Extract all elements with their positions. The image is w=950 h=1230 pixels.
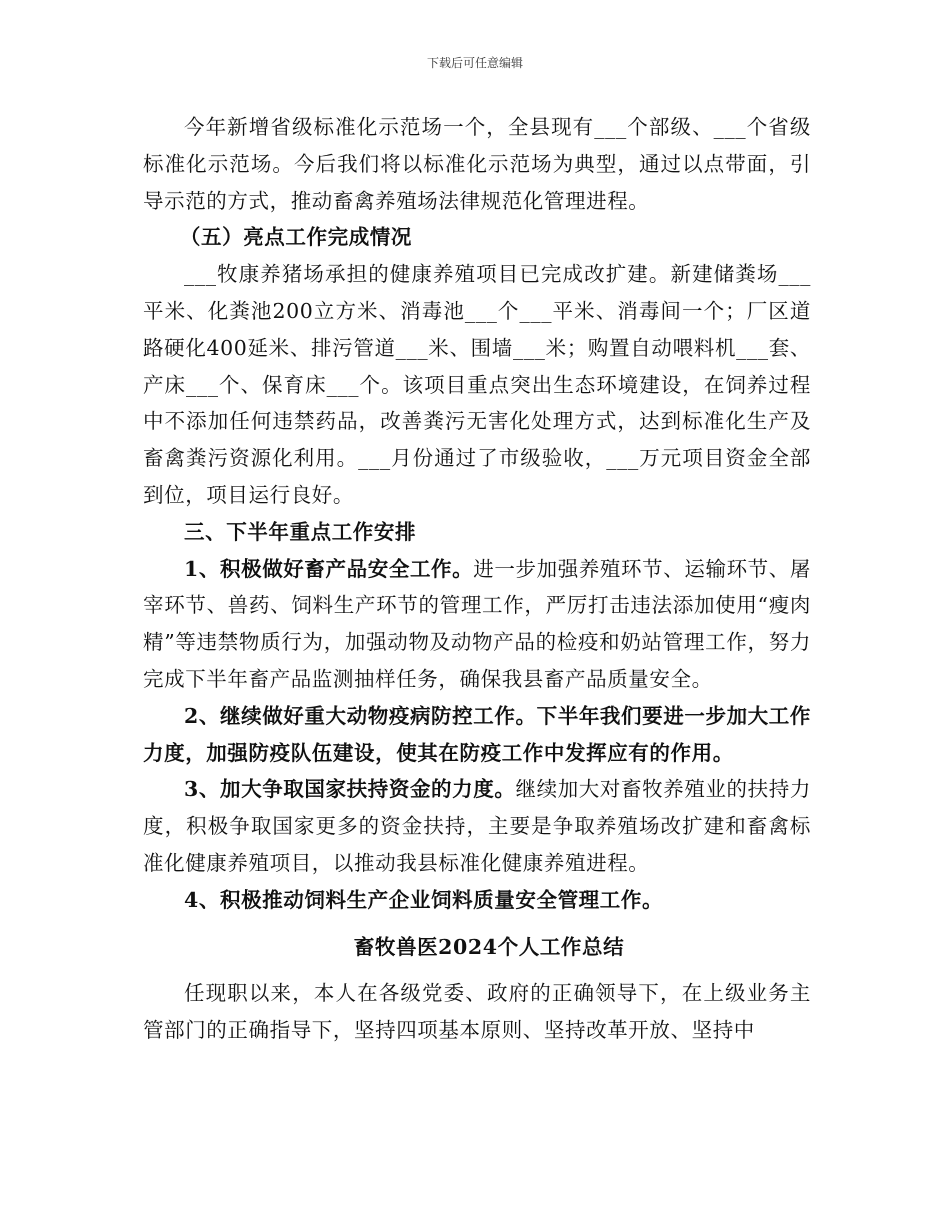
list-item-body: 进一步加强养殖环节、运输环节、屠宰环节、兽药、饲料生产环节的管理工作，严厉打击违法添加使用“瘦肉精”等违禁物质行为，加强动物及动物产品的检疫和奶站管理工作，努力完成下半年畜产品监测抽样任务，确保我县畜产品质量安全。 (143, 556, 811, 691)
list-item-body: 继续加大对畜牧养殖业的扶持力度，积极争取国家更多的资金扶持，主要是争取养殖场改扩建和畜禽标准化健康养殖项目，以推动我县标准化健康养殖进程。 (143, 777, 811, 875)
document-body (143, 109, 811, 1049)
list-item-feed-safety: 4、积极推动饲料生产企业饲料质量安全管理工作。 (184, 887, 664, 912)
paragraph-demo-farms: 今年新增省级标准化示范场一个，全县现有___个部级、___个省级标准化示范场。今后我们将以标准化示范场为典型，通过以点带面，引导示范的方式，推动畜禽养殖场法律规范化管理进程。 (143, 115, 811, 213)
section-heading-second-half: 三、下半年重点工作安排 (184, 519, 417, 544)
page-header-note: 下载后可任意编辑 (426, 56, 523, 70)
list-item-title: 3、加大争取国家扶持资金的力度。 (184, 777, 516, 802)
list-item-disease-control: 2、继续做好重大动物疫病防控工作。下半年我们要进一步加大工作力度，加强防疫队伍建设，使其在防疫工作中发挥应有的作用。 (143, 703, 811, 765)
document-title: 畜牧兽医2024个人工作总结 (353, 934, 625, 959)
paragraph-pig-farm-project: ___牧康养猪场承担的健康养殖项目已完成改扩建。新建储粪场___平米、化粪池200立方米、消毒池___个___平米、消毒间一个；厂区道路硬化400延米、排污管道___米、围墙___米；购置自动喂料机___套、产床___个、保育床___个。该项目重点突出生态环境建设，在饲养过程中不添加任何违禁药品，改善粪污无害化处理方式，达到标准化生产及畜禽粪污资源化利用。___月份通过了市级验收，___万元项目资金全部到位，项目运行良好。 (143, 262, 811, 507)
list-item-product-safety (143, 551, 811, 698)
paragraph-personal-summary: 任现职以来，本人在各级党委、政府的正确领导下，在上级业务主管部门的正确指导下，坚持四项基本原则、坚持改革开放、坚持中 (143, 981, 811, 1043)
list-item-title: 1、积极做好畜产品安全工作。 (184, 556, 474, 581)
list-item-funding (143, 771, 811, 881)
section-heading-highlights: （五）亮点工作完成情况 (179, 225, 412, 250)
